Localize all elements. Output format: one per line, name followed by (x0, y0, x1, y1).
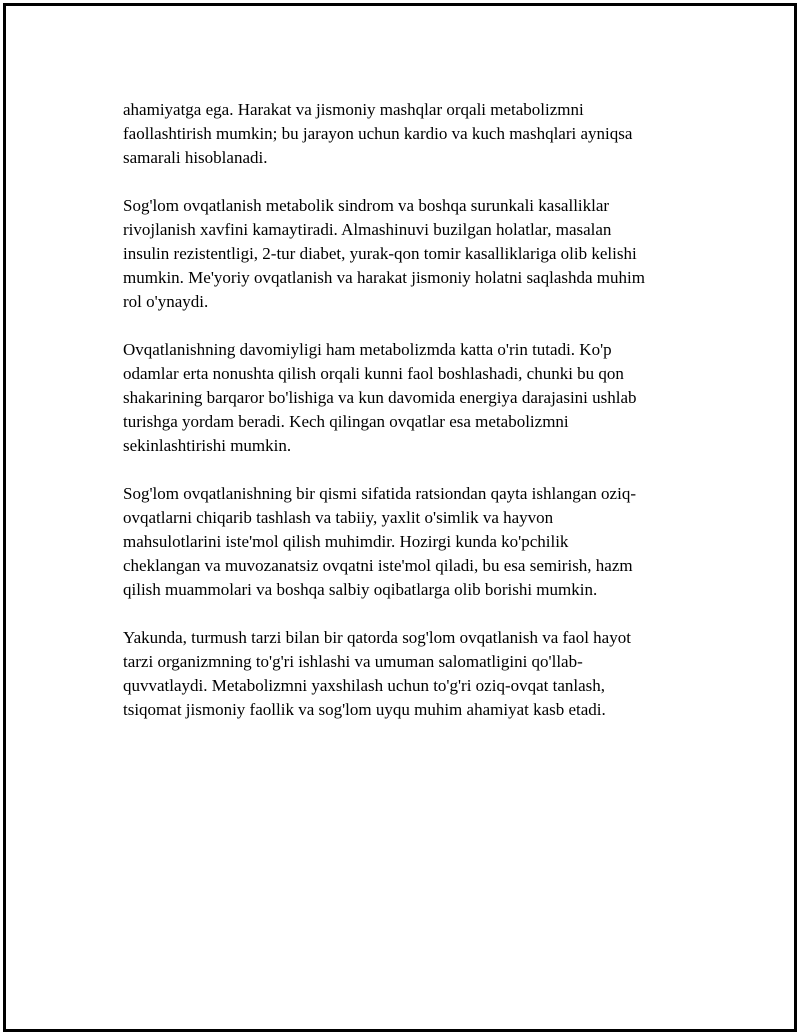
paragraph-line: mahsulotlarini iste'mol qilish muhimdir. Hozirgi kunda ko'pchilik (123, 532, 569, 551)
document-body (123, 98, 703, 722)
paragraph-line: turishga yordam beradi. Kech qilingan ovqatlar esa metabolizmni (123, 412, 569, 431)
paragraph-line: cheklangan va muvozanatsiz ovqatni iste'mol qiladi, bu esa semirish, hazm (123, 556, 633, 575)
paragraph-line: odamlar erta nonushta qilish orqali kunni faol boshlashadi, chunki bu qon (123, 364, 624, 383)
paragraph-line: tsiqomat jismoniy faollik va sog'lom uyqu muhim ahamiyat kasb etadi. (123, 700, 606, 719)
paragraph-4 (123, 482, 703, 602)
paragraph-2 (123, 194, 703, 314)
paragraph-line: Sog'lom ovqatlanish metabolik sindrom va boshqa surunkali kasalliklar (123, 196, 610, 215)
paragraph-line: qilish muammolari va boshqa salbiy oqibatlarga olib borishi mumkin. (123, 580, 598, 599)
paragraph-5 (123, 626, 703, 722)
paragraph-line: samarali hisoblanadi. (123, 148, 268, 167)
paragraph-line: rol o'ynaydi. (123, 292, 209, 311)
paragraph-1 (123, 98, 703, 170)
paragraph-line: Ovqatlanishning davomiyligi ham metabolizmda katta o'rin tutadi. Ko'p (123, 340, 612, 359)
paragraph-3 (123, 338, 703, 458)
paragraph-line: quvvatlaydi. Metabolizmni yaxshilash uchun to'g'ri oziq-ovqat tanlash, (123, 676, 606, 695)
paragraph-line: faollashtirish mumkin; bu jarayon uchun kardio va kuch mashqlari ayniqsa (123, 124, 633, 143)
paragraph-line: ovqatlarni chiqarib tashlash va tabiiy, yaxlit o'simlik va hayvon (123, 508, 554, 527)
paragraph-line: Yakunda, turmush tarzi bilan bir qatorda sog'lom ovqatlanish va faol hayot (123, 628, 631, 647)
page-frame (3, 3, 797, 1032)
paragraph-line: shakarining barqaror bo'lishiga va kun davomida energiya darajasini ushlab (123, 388, 637, 407)
paragraph-line: Sog'lom ovqatlanishning bir qismi sifatida ratsiondan qayta ishlangan oziq- (123, 484, 636, 503)
paragraph-line: ahamiyatga ega. Harakat va jismoniy mashqlar orqali metabolizmni (123, 100, 584, 119)
paragraph-line: sekinlashtirishi mumkin. (123, 436, 292, 455)
paragraph-line: insulin rezistentligi, 2-tur diabet, yurak-qon tomir kasalliklariga olib kelishi (123, 244, 637, 263)
paragraph-line: tarzi organizmning to'g'ri ishlashi va umuman salomatligini qo'llab- (123, 652, 583, 671)
paragraph-line: mumkin. Me'yoriy ovqatlanish va harakat jismoniy holatni saqlashda muhim (123, 268, 645, 287)
paragraph-line: rivojlanish xavfini kamaytiradi. Almashinuvi buzilgan holatlar, masalan (123, 220, 612, 239)
